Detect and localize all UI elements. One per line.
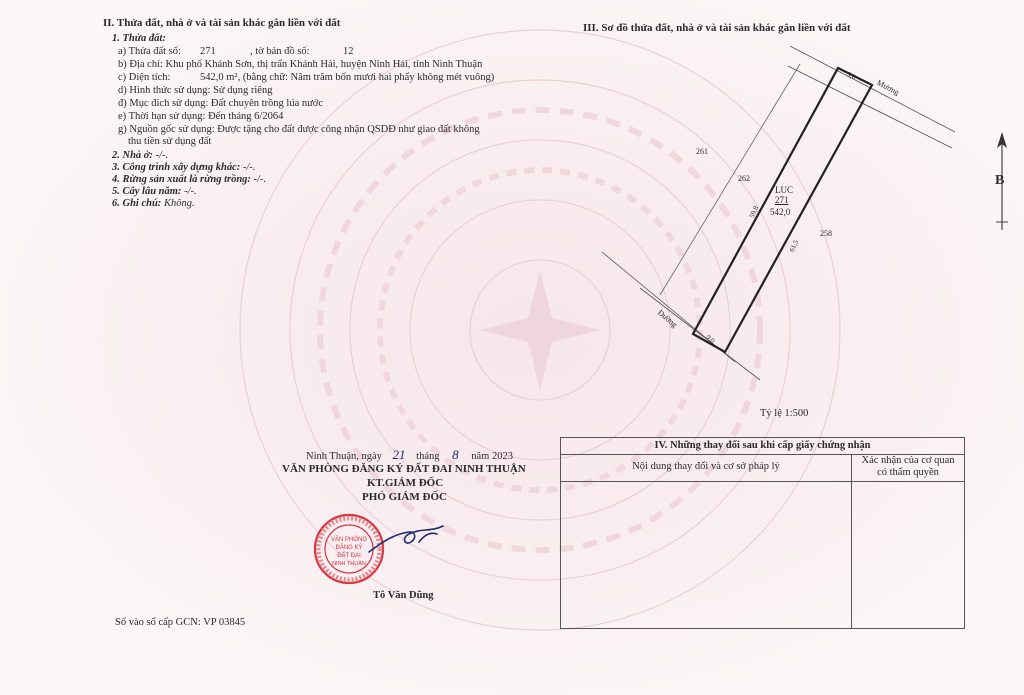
parcel-label: a) Thửa đất số:: [118, 46, 181, 57]
handwritten-signature: [365, 512, 455, 562]
address-line: b) Địa chỉ: Khu phố Khánh Sơn, thị trấn Khánh Hải, huyện Ninh Hải, tỉnh Ninh Thuận: [118, 59, 483, 70]
parcel-type: LUC: [775, 185, 793, 195]
registry-line: [115, 617, 245, 629]
land-heading: 1. Thửa đất:: [112, 33, 166, 44]
changes-table: [560, 437, 965, 629]
perennial-value: -/-.: [181, 186, 197, 197]
section4-title: IV. Những thay đổi sau khi cấp giấy chứng nhận: [561, 438, 965, 455]
area-value: 542,0 m², (bằng chữ: Năm trăm bốn mươi hai phẩy không mét vuông): [200, 72, 495, 83]
canal-label: Mương: [875, 78, 901, 97]
canal-edge-top: [790, 46, 955, 132]
house-label: 2. Nhà ở:: [112, 150, 153, 161]
signing-month: 8: [452, 447, 459, 462]
neighbor-boundary: [660, 64, 800, 295]
term-line: e) Thời hạn sử dụng: Đến tháng 6/2064: [118, 111, 284, 122]
dim-right: 61,5: [787, 238, 801, 254]
forest-label: 4. Rừng sản xuất là rừng trồng:: [112, 174, 251, 185]
col-confirm-line-2: có thẩm quyền: [877, 467, 939, 478]
parcel-map: [560, 40, 960, 400]
signing-date-line: [306, 449, 513, 463]
use-form-line: d) Hình thức sử dụng: Sử dụng riêng: [118, 85, 273, 96]
map-sheet-number: 12: [343, 46, 354, 57]
col-confirm-header: [852, 455, 965, 482]
signer-name: Tô Văn Dũng: [373, 590, 434, 601]
change-confirm-cell: [852, 482, 965, 629]
parcel-area-map: 542,0: [770, 207, 791, 217]
registry-label: Số vào sổ cấp GCN:: [115, 617, 201, 628]
neighbor-261: 261: [696, 147, 708, 156]
svg-text:ĐẤT ĐAI: ĐẤT ĐAI: [337, 553, 361, 559]
origin-line-1: g) Nguồn gốc sử dụng: Được tặng cho đất được công nhận QSDĐ như giao đất không: [118, 124, 480, 135]
section3-title: III. Sơ đồ thửa đất, nhà ở và tài sản khác gắn liền với đất: [583, 22, 851, 34]
map-scale: Tỷ lệ 1:500: [760, 408, 809, 419]
forest-value: -/-.: [250, 174, 267, 185]
house-value: -/-.: [152, 150, 169, 161]
parcel-number-map: 271: [775, 195, 789, 205]
road-label: Đường: [656, 307, 679, 330]
road-edge-bottom: [640, 288, 760, 380]
svg-text:VĂN PHÒNG: VĂN PHÒNG: [330, 537, 368, 543]
change-content-cell: [561, 482, 852, 629]
perennial-line: [112, 186, 197, 198]
dim-top: 9,0: [845, 70, 858, 82]
perennial-label: 5. Cây lâu năm:: [112, 186, 182, 197]
signing-day: 21: [392, 447, 406, 462]
parcel-number: 271: [200, 46, 216, 57]
house-line: [112, 150, 168, 162]
signing-place-prefix: Ninh Thuận, ngày: [306, 451, 382, 462]
svg-text:ĐĂNG KÝ: ĐĂNG KÝ: [335, 545, 363, 551]
dim-bottom: 9,0: [704, 333, 717, 345]
compass-letter: B: [995, 173, 1005, 188]
canal-edge-bottom: [788, 66, 952, 148]
construction-line: [112, 162, 255, 174]
dim-left: 59,8: [747, 204, 761, 220]
col-confirm-line-1: Xác nhận của cơ quan: [861, 455, 955, 466]
office-name: VĂN PHÒNG ĐĂNG KÝ ĐẤT ĐAI NINH THUẬN: [282, 463, 526, 475]
neighbor-258: 258: [820, 229, 832, 238]
construction-label: 3. Công trình xây dựng khác:: [112, 162, 241, 173]
registry-value: VP 03845: [203, 617, 246, 628]
signing-month-label: tháng: [416, 451, 440, 462]
col-content-header: Nội dung thay đổi và cơ sở pháp lý: [561, 455, 852, 482]
section2-title: II. Thửa đất, nhà ở và tài sản khác gắn liền với đất: [103, 17, 341, 29]
note-line: [112, 198, 195, 210]
map-sheet-label: , tờ bản đồ số:: [250, 46, 310, 57]
origin-line-2: thu tiền sử dụng đất: [128, 136, 212, 147]
note-label: 6. Ghi chú:: [112, 198, 162, 209]
neighbor-262: 262: [738, 174, 750, 183]
area-label: c) Diện tích:: [118, 72, 171, 83]
signing-year: năm 2023: [471, 451, 513, 462]
deputy-director: PHÓ GIÁM ĐỐC: [362, 491, 447, 503]
forest-line: [112, 174, 266, 186]
for-director: KT.GIÁM ĐỐC: [367, 477, 444, 489]
svg-text:NINH THUẬN: NINH THUẬN: [332, 561, 366, 567]
purpose-line: đ) Mục đích sử dụng: Đất chuyên trồng lúa nước: [118, 98, 324, 109]
note-value: Không.: [161, 198, 195, 209]
construction-value: -/-.: [240, 162, 256, 173]
